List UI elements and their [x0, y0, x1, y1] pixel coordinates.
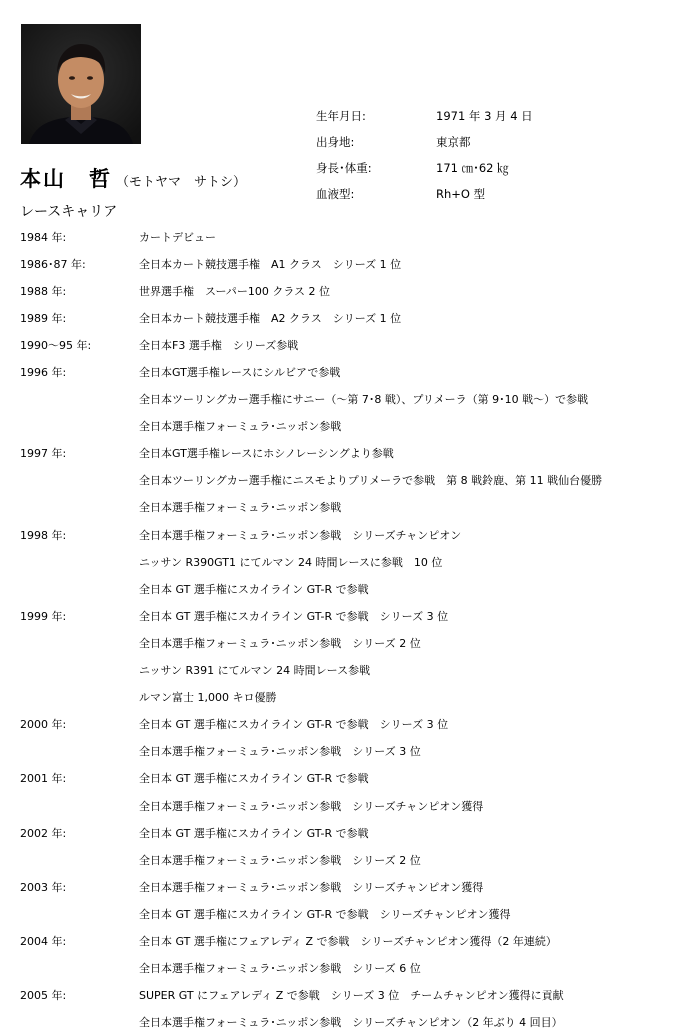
career-year: 2005 年:: [20, 989, 67, 1003]
career-description: 世界選手権 スーパー100 クラス 2 位: [139, 284, 331, 298]
career-entry: [20, 711, 685, 738]
height-weight-row: [316, 155, 533, 181]
career-entry: [20, 358, 685, 385]
career-entry: [20, 792, 685, 819]
field-value: 171 ㎝･62 ㎏: [436, 161, 509, 175]
career-description: 全日本 GT 選手権にスカイライン GT-R で参戦: [139, 582, 369, 596]
career-entry: [20, 386, 685, 413]
career-description: 全日本 GT 選手権にスカイライン GT-R で参戦 シリーズチャンピオン獲得: [139, 907, 511, 921]
career-description: 全日本選手権フォーミュラ･ニッポン参戦 シリーズチャンピオン獲得: [139, 880, 484, 894]
field-value: 1971 年 3 月 4 日: [436, 109, 533, 123]
career-entry: [20, 467, 685, 494]
career-description: 全日本カート競技選手権 A2 クラス シリーズ 1 位: [139, 311, 402, 325]
career-description: 全日本 GT 選手権にフェアレディ Z で参戦 シリーズチャンピオン獲得（2 年連続）: [139, 934, 557, 948]
career-year: 2001 年:: [20, 772, 67, 786]
career-year: 1990～95 年:: [20, 338, 92, 352]
career-description: 全日本GT選手権レースにホシノレーシングより参戦: [139, 447, 394, 461]
career-year: 2000 年:: [20, 718, 67, 732]
career-description: 全日本GT選手権レースにシルビアで参戦: [139, 366, 341, 380]
career-entry: [20, 494, 685, 521]
career-description: 全日本 GT 選手権にスカイライン GT-R で参戦 シリーズ 3 位: [139, 609, 449, 623]
career-description: 全日本選手権フォーミュラ･ニッポン参戦 シリーズチャンピオン獲得: [139, 799, 484, 813]
career-year: 2002 年:: [20, 826, 67, 840]
career-year: 2004 年:: [20, 934, 67, 948]
career-description: SUPER GT にフェアレディ Z で参戦 シリーズ 3 位 チームチャンピオン獲得に貢献: [139, 989, 564, 1003]
career-entry: [20, 982, 685, 1009]
career-entry: [20, 250, 685, 277]
career-entry: [20, 331, 685, 358]
field-label: 出身地:: [316, 135, 355, 149]
career-description: 全日本選手権フォーミュラ･ニッポン参戦: [139, 420, 342, 434]
career-description: 全日本ツーリングカー選手権にニスモよりプリメーラで参戦 第 8 戦鈴鹿、第 11 戦仙台優勝: [139, 474, 603, 488]
blood-type-row: [316, 181, 533, 207]
field-value: Rh+O 型: [436, 187, 486, 201]
career-year: 1984 年:: [20, 230, 67, 244]
career-year: 1998 年:: [20, 528, 67, 542]
career-description: 全日本選手権フォーミュラ･ニッポン参戦: [139, 501, 342, 515]
career-entry: [20, 684, 685, 711]
career-entry: [20, 765, 685, 792]
career-entry: [20, 900, 685, 927]
birthdate-row: [316, 103, 533, 129]
career-description: ニッサン R390GT1 にてルマン 24 時間レースに参戦 10 位: [139, 555, 443, 569]
field-value: 東京都: [436, 135, 471, 149]
career-entry: [20, 927, 685, 954]
field-label: 血液型:: [316, 187, 355, 201]
name-kana: （モトヤマ サトシ）: [116, 175, 247, 190]
career-entry: [20, 548, 685, 575]
career-description: ルマン富士 1,000 キロ優勝: [139, 691, 277, 705]
driver-portrait-photo: [21, 24, 141, 144]
career-entry: [20, 440, 685, 467]
career-entry: [20, 657, 685, 684]
career-entry: [20, 521, 685, 548]
career-year: 2003 年:: [20, 880, 67, 894]
career-year: 1988 年:: [20, 284, 67, 298]
career-entry: [20, 223, 685, 250]
career-entry: [20, 277, 685, 304]
career-year: 1986･87 年:: [20, 257, 86, 271]
career-description: 全日本 GT 選手権にスカイライン GT-R で参戦: [139, 772, 369, 786]
career-entry: [20, 846, 685, 873]
career-entry: [20, 602, 685, 629]
career-heading: レースキャリア: [20, 204, 118, 220]
career-description: 全日本選手権フォーミュラ･ニッポン参戦 シリーズ 6 位: [139, 962, 421, 976]
career-description: 全日本ツーリングカー選手権にサニー（～第 7･8 戦）、プリメーラ（第 9･10 戦～）で参戦: [139, 393, 589, 407]
career-description: 全日本 GT 選手権にスカイライン GT-R で参戦 シリーズ 3 位: [139, 718, 449, 732]
field-label: 身長･体重:: [316, 161, 372, 175]
career-entry: [20, 629, 685, 656]
career-year: 1989 年:: [20, 311, 67, 325]
career-year: 1999 年:: [20, 609, 67, 623]
driver-name: [20, 163, 246, 193]
career-description: ニッサン R391 にてルマン 24 時間レース参戦: [139, 664, 371, 678]
career-description: 全日本選手権フォーミュラ･ニッポン参戦 シリーズチャンピオン: [139, 528, 462, 542]
career-entry: [20, 575, 685, 602]
career-list: [20, 223, 685, 1036]
career-description: 全日本選手権フォーミュラ･ニッポン参戦 シリーズ 3 位: [139, 745, 421, 759]
career-entry: [20, 738, 685, 765]
career-description: 全日本F3 選手権 シリーズ参戦: [139, 338, 299, 352]
career-description: 全日本 GT 選手権にスカイライン GT-R で参戦: [139, 826, 369, 840]
career-year: 1997 年:: [20, 447, 67, 461]
career-description: 全日本選手権フォーミュラ･ニッポン参戦 シリーズチャンピオン（2 年ぶり 4 回目）: [139, 1016, 563, 1030]
career-description: 全日本カート競技選手権 A1 クラス シリーズ 1 位: [139, 257, 402, 271]
name-kanji: 本山 哲: [20, 167, 112, 191]
career-entry: [20, 873, 685, 900]
career-entry: [20, 304, 685, 331]
career-entry: [20, 819, 685, 846]
career-entry: [20, 413, 685, 440]
career-description: 全日本選手権フォーミュラ･ニッポン参戦 シリーズ 2 位: [139, 853, 421, 867]
career-description: カートデビュー: [139, 230, 216, 244]
career-year: 1996 年:: [20, 366, 67, 380]
birthplace-row: [316, 129, 533, 155]
field-label: 生年月日:: [316, 109, 366, 123]
career-entry: [20, 955, 685, 982]
career-description: 全日本選手権フォーミュラ･ニッポン参戦 シリーズ 2 位: [139, 636, 421, 650]
profile-info: [316, 103, 533, 207]
